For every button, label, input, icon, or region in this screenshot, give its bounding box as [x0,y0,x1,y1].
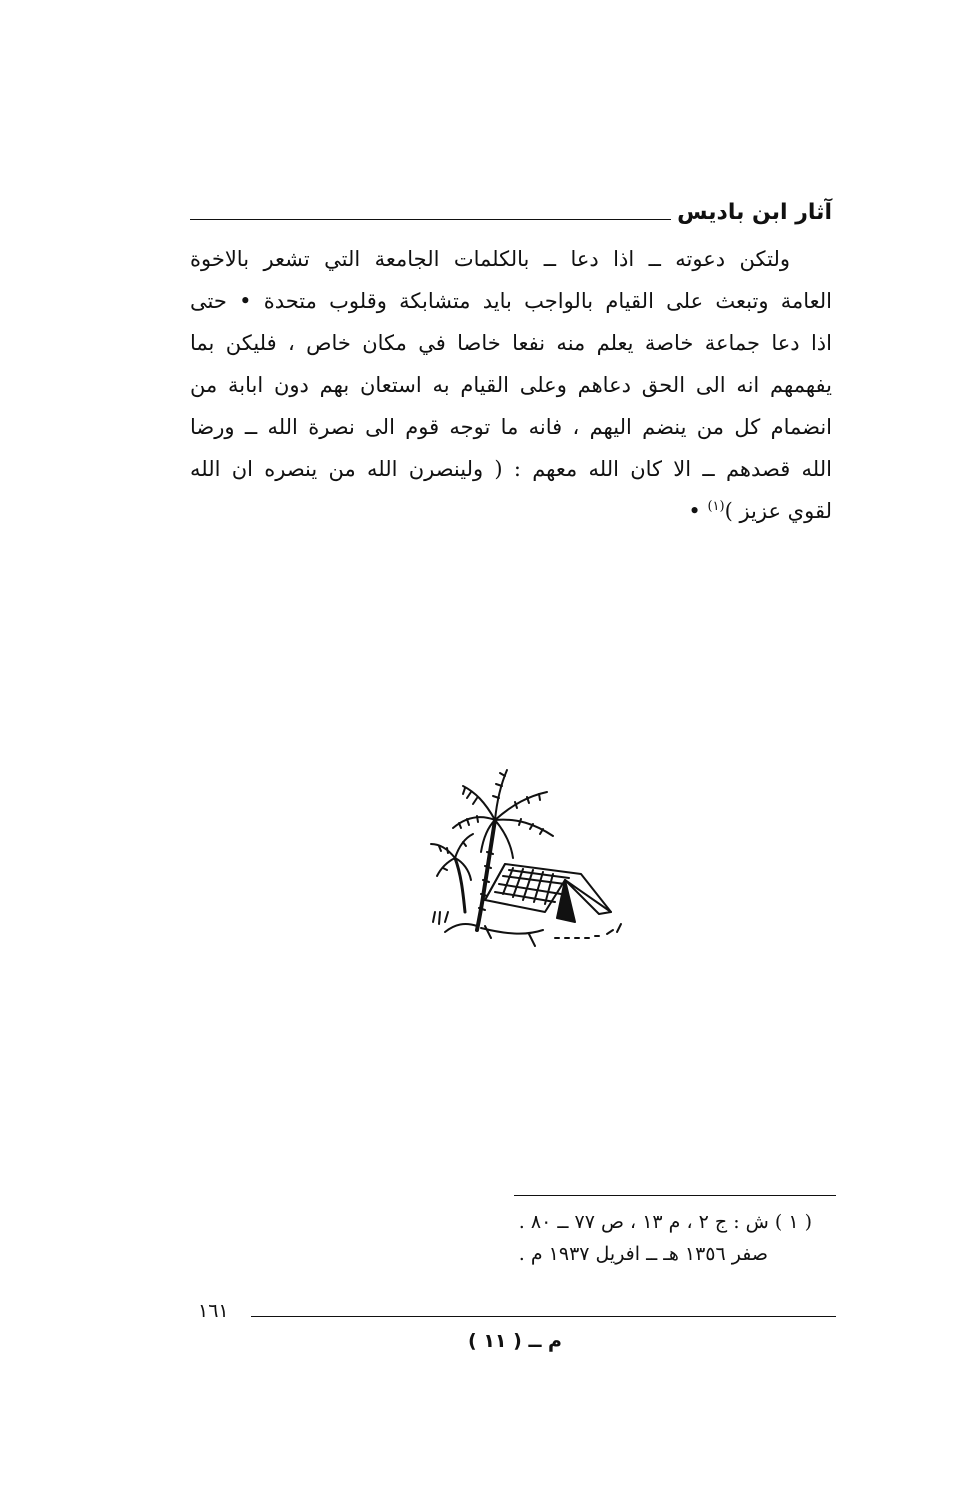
footer-rule [251,1316,836,1317]
text-line: اذا دعا جماعة خاصة يعلم منه نفعا خاصا في مكان خاص ، فليكن بما [190,331,832,355]
footnote-marker: (١) [707,499,725,514]
text-line: يفهمهم انه الى الحق دعاهم وعلى القيام به استعان بهم دون ابابة من [190,373,832,397]
page-footer [198,1296,836,1326]
header-rule [190,219,671,220]
footnote-rule [514,1195,836,1196]
signature-mark: م ــ ( ١١ ) [468,1330,562,1352]
text-line-last [190,490,832,532]
book-title: آثار ابن باديس [677,200,832,225]
page-number: ١٦١ [198,1300,229,1322]
text-line: ولتكن دعوته ــ اذا دعا ــ بالكلمات الجامعة التي تشعر بالاخوة [190,247,790,271]
running-header [190,186,832,226]
palm-tree-and-tent-icon [425,762,635,954]
text-line: لقوي عزيز ) [724,499,832,523]
text-line: انضمام كل من ينضم اليهم ، فانه ما توجه قوم الى نصرة الله ــ ورضا [190,415,832,439]
footnote [400,1206,812,1270]
footnote-line: ( ١ ) ش : ج ٢ ، م ١٣ ، ص ٧٧ ــ ٨٠ . [518,1211,812,1233]
text-line: الله قصدهم ــ الا كان الله معهم : ( ولينصرن الله من ينصره ان الله [190,457,832,481]
body-paragraph [190,238,832,532]
footnote-line: صفر ١٣٥٦ هـ ــ افريل ١٩٣٧ م . [518,1243,768,1265]
text-line: العامة وتبعث على القيام بالواجب بايد متشابكة وقلوب متحدة • حتى [190,289,832,313]
end-mark: • [688,499,701,523]
